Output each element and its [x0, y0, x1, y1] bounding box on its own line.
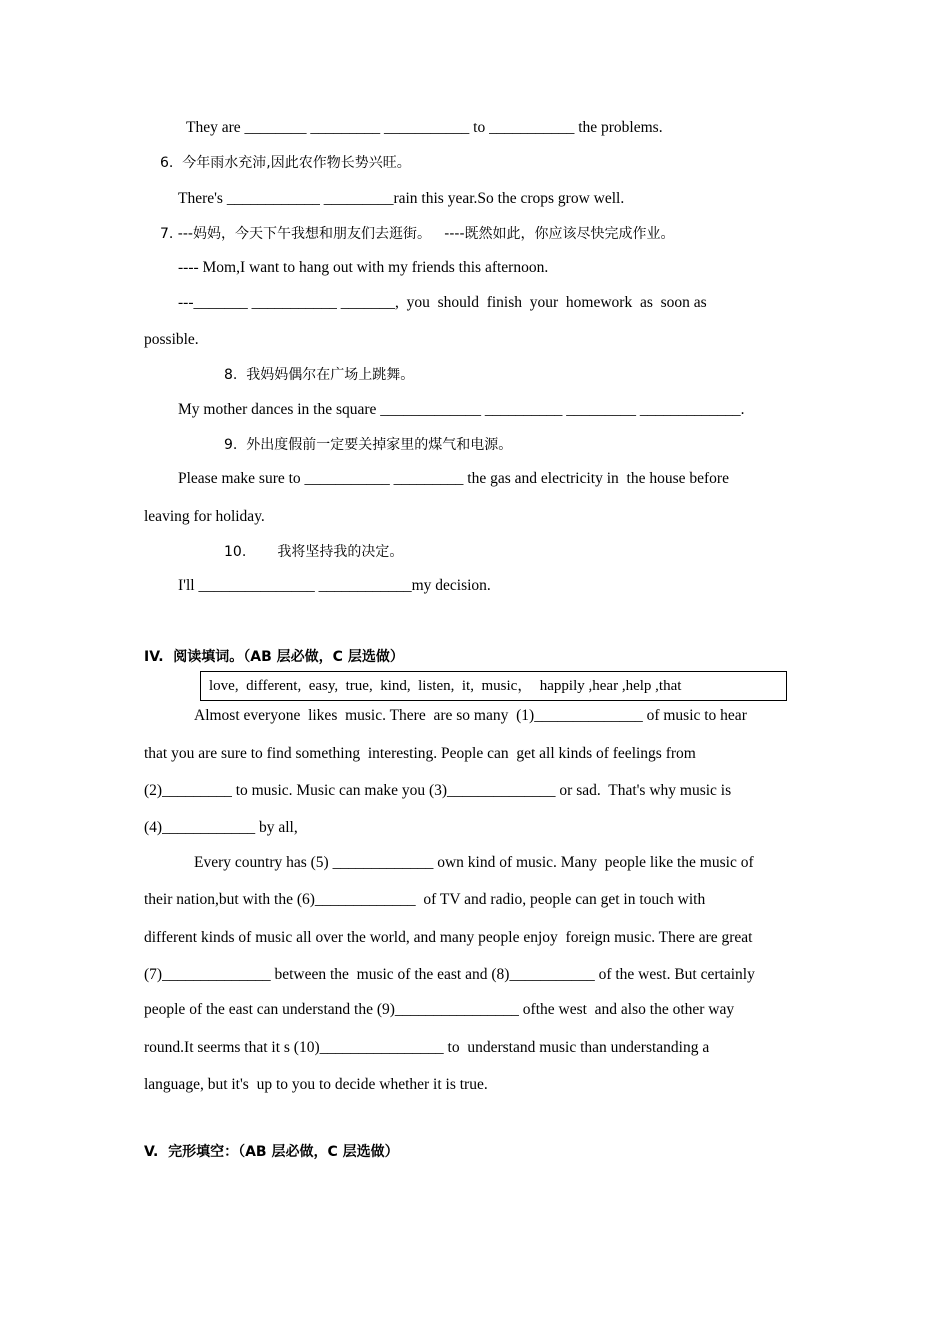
q8-english-line: My mother dances in the square _____________ __________ _________ _____________. [178, 401, 745, 418]
q8-chinese-prompt: 8. 我妈妈偶尔在广场上跳舞。 [224, 367, 415, 383]
q6-chinese-prompt: 6. 今年雨水充沛,因此农作物长势兴旺。 [160, 155, 411, 171]
word-bank-box [200, 671, 787, 701]
q5-english-line: They are ________ _________ ___________ to ___________ the problems. [186, 119, 663, 136]
section-iv-heading: IV. 阅读填词。（AB 层必做，C 层选做） [144, 649, 404, 665]
q10-chinese-prompt: 10. 我将坚持我的决定。 [224, 544, 404, 560]
passage-line: their nation,but with the (6)_____________ of TV and radio, people can get in touch with [144, 891, 706, 908]
q9-chinese-prompt: 9. 外出度假前一定要关掉家里的煤气和电源。 [224, 437, 513, 453]
q9-english-line-2: leaving for holiday. [144, 508, 265, 525]
q9-english-line-1: Please make sure to ___________ _________ the gas and electricity in the house before [178, 470, 729, 487]
passage-line: different kinds of music all over the world, and many people enjoy foreign music. There are great [144, 929, 753, 946]
passage-line: language, but it's up to you to decide whether it is true. [144, 1076, 488, 1093]
q7-chinese-prompt: 7. ---妈妈，今天下午我想和朋友们去逛街。 ----既然如此，你应该尽快完成作业。 [160, 226, 675, 242]
q7-english-line-1: ---- Mom,I want to hang out with my friends this afternoon. [178, 259, 549, 276]
passage-line: that you are sure to find something interesting. People can get all kinds of feelings from [144, 745, 696, 762]
q10-english-line: I'll _______________ ____________my decision. [178, 577, 491, 594]
passage-line: people of the east can understand the (9)________________ ofthe west and also the other way [144, 1001, 735, 1018]
passage-line: (2)_________ to music. Music can make you (3)______________ or sad. That's why music is [144, 782, 732, 799]
q7-english-line-3: possible. [144, 331, 199, 348]
word-bank-words: love, different, easy, true, kind, listen, it, music， happily ,hear ,help ,that [209, 678, 682, 694]
passage-line: (4)____________ by all, [144, 819, 298, 836]
passage-line: Almost everyone likes music. There are so many (1)______________ of music to hear [194, 707, 747, 724]
q7-english-line-2: ---_______ ___________ _______, you should finish your homework as soon as [178, 294, 707, 311]
q6-english-line: There's ____________ _________rain this year.So the crops grow well. [178, 190, 625, 207]
passage-line: (7)______________ between the music of the east and (8)___________ of the west. But certainly [144, 966, 755, 983]
passage-line: Every country has (5) _____________ own kind of music. Many people like the music of [194, 854, 754, 871]
passage-line: round.It seerms that it s (10)________________ to understand music than understanding a [144, 1039, 710, 1056]
section-v-heading: V. 完形填空：（AB 层必做，C 层选做） [144, 1144, 399, 1160]
